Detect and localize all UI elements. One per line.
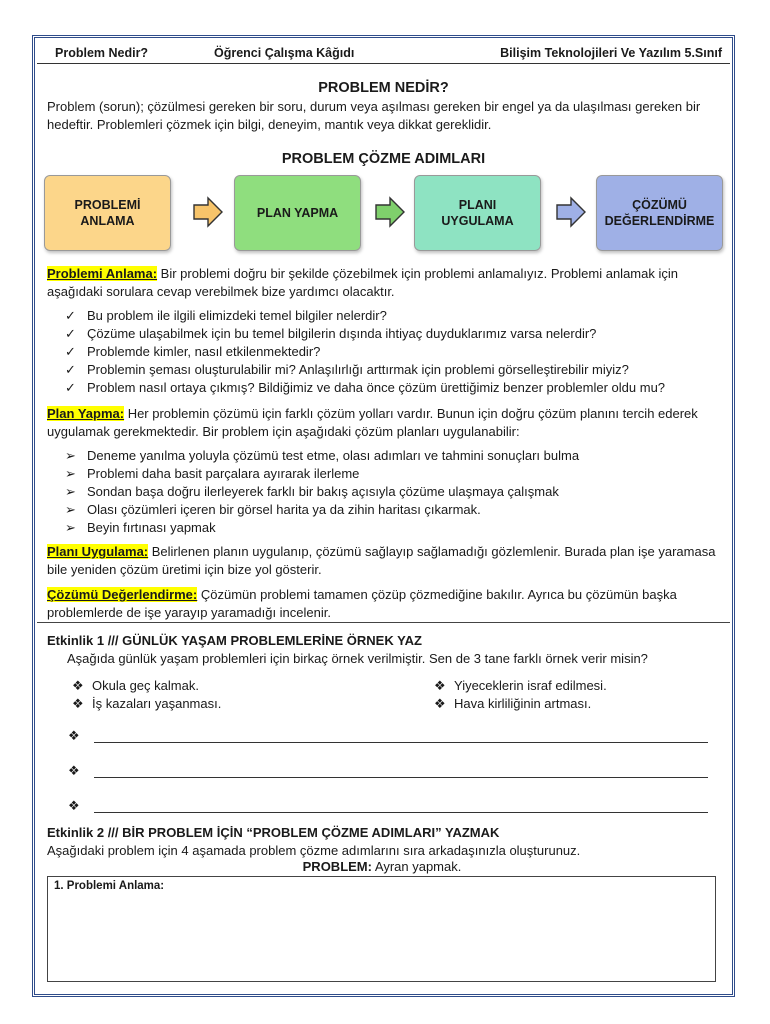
- list-item: ➢ Olası çözümleri içeren bir görsel harita ya da zihin haritası çıkarmak.: [65, 502, 481, 517]
- diamond-bullet-icon: ❖: [72, 696, 84, 711]
- step-plani-uygulama: PLANI UYGULAMA: [414, 175, 541, 251]
- check-icon: ✓: [65, 380, 76, 395]
- arrowhead-bullet-icon: ➢: [65, 466, 76, 481]
- steps-diagram: [52, 175, 732, 253]
- section-title: Planı Uygulama:: [47, 544, 149, 559]
- step-problemi-anlama: PROBLEMİ ANLAMA: [44, 175, 171, 251]
- list-item: ✓ Problemin şeması oluşturulabilir mi? Anlaşılırlığı arttırmak için problemi görselleştirebilir miyiz?: [65, 362, 629, 377]
- answer-box-label: 1. Problemi Anlama:: [54, 880, 165, 892]
- section-title: Plan Yapma:: [47, 406, 125, 421]
- answer-line-2[interactable]: [68, 762, 708, 782]
- section-text: Her problemin çözümü için farklı çözüm yolları vardır. Bunun için doğru çözüm planını tercih ederek uygulamak gerekmektedir. Bir problem için aşağıdaki çözüm planları uygulanabilir:: [47, 406, 698, 439]
- activity1-examples-left: [72, 677, 221, 713]
- title-problem-nedir: PROBLEM NEDİR?: [318, 80, 449, 96]
- answer-line-3[interactable]: [68, 797, 708, 817]
- activity2-description: Aşağıdaki problem için 4 aşamada problem çözme adımlarını sıra arkadaşınızla oluşturunuz.: [47, 843, 581, 858]
- list-item: ✓ Bu problem ile ilgili elimizdeki temel bilgiler nelerdir?: [65, 308, 387, 323]
- arrow-right-icon: [555, 195, 587, 229]
- list-item: ❖ Hava kirliliğinin artması.: [434, 696, 592, 711]
- arrowhead-bullet-icon: ➢: [65, 502, 76, 517]
- section-title: Problemi Anlama:: [47, 266, 158, 281]
- diamond-bullet-icon: ❖: [68, 798, 80, 813]
- section-text: Belirlenen planın uygulanıp, çözümü sağlayıp sağlamadığı gözlemlenir. Burada plan işe yaramasa bile yeniden çözüm üretimi için bize yol gösterir.: [47, 544, 716, 577]
- section-text: Çözümün problemi tamamen çözüp çözmediğine bakılır. Ayrıca bu çözümün başka problemlerde de işe yarayıp yaramadığı incelenir.: [47, 587, 677, 620]
- answer-box-problemi-anlama[interactable]: [47, 876, 716, 982]
- header-topic: Problem Nedir?: [55, 46, 149, 60]
- list-item: ➢ Beyin fırtınası yapmak: [65, 520, 216, 535]
- diamond-bullet-icon: ❖: [68, 728, 80, 743]
- arrowhead-bullet-icon: ➢: [65, 520, 76, 535]
- divider: [37, 622, 730, 623]
- section-text: Bir problemi doğru bir şekilde çözebilmek için problemi anlamalıyız. Problemi anlamak için aşağıdaki sorulara cevap verebilmek bize yardımcı olacaktır.: [47, 266, 678, 299]
- list-item: ❖ Okula geç kalmak.: [72, 678, 199, 693]
- list-item: ➢ Sondan başa doğru ilerleyerek farklı bir bakış açısıyla çözüme ulaşmaya çalışmak: [65, 484, 559, 499]
- arrowhead-bullet-icon: ➢: [65, 448, 76, 463]
- list-item: ➢ Problemi daha basit parçalara ayırarak ilerleme: [65, 466, 360, 481]
- section-plani-uygulama: [47, 543, 717, 579]
- arrow-right-icon: [192, 195, 224, 229]
- problem-text: Ayran yapmak.: [371, 859, 462, 874]
- list-item: ✓ Problemde kimler, nasıl etkilenmektedir?: [65, 344, 321, 359]
- activity2-problem: [47, 858, 717, 876]
- problemi-anlama-list: [65, 307, 665, 397]
- activity1-title: Etkinlik 1 /// GÜNLÜK YAŞAM PROBLEMLERİNE ÖRNEK YAZ: [47, 633, 422, 648]
- check-icon: ✓: [65, 308, 76, 323]
- header-worksheet-type: Öğrenci Çalışma Kâğıdı: [214, 46, 355, 60]
- activity1-description: Aşağıda günlük yaşam problemleri için birkaç örnek verilmiştir. Sen de 3 tane farklı örnek verir misin?: [67, 651, 648, 666]
- answer-line-1[interactable]: [68, 727, 708, 747]
- diamond-bullet-icon: ❖: [434, 678, 446, 693]
- list-item: ✓ Problem nasıl ortaya çıkmış? Bildiğimiz ve daha önce çözüm ürettiğimiz benzer problemler oldu mu?: [65, 380, 666, 395]
- intro-paragraph: Problem (sorun); çözülmesi gereken bir soru, durum veya aşılması gereken bir engel ya da ulaşılması gereken bir hedeftir. Problemleri çözmek için bilgi, deneyim, mantık veya dikkat gereklidir.: [47, 99, 701, 132]
- section-cozumu-degerlendirme: [47, 586, 717, 622]
- activity2-title: Etkinlik 2 /// BİR PROBLEM İÇİN “PROBLEM ÇÖZME ADIMLARI” YAZMAK: [47, 825, 500, 840]
- section-problemi-anlama: [47, 265, 717, 301]
- worksheet-frame: [32, 35, 735, 997]
- list-item: ❖ Yiyeceklerin israf edilmesi.: [434, 678, 607, 693]
- section-title: Çözümü Değerlendirme:: [47, 587, 198, 602]
- arrowhead-bullet-icon: ➢: [65, 484, 76, 499]
- check-icon: ✓: [65, 326, 76, 341]
- section-plan-yapma: [47, 405, 717, 441]
- step-cozumu-degerlendirme: ÇÖZÜMÜ DEĞERLENDİRME: [596, 175, 723, 251]
- problem-label: PROBLEM:: [302, 859, 372, 874]
- diamond-bullet-icon: ❖: [434, 696, 446, 711]
- diamond-bullet-icon: ❖: [68, 763, 80, 778]
- list-item: ❖ İş kazaları yaşanması.: [72, 696, 222, 711]
- plan-yapma-list: [65, 447, 579, 537]
- activity1-examples-right: [434, 677, 607, 713]
- check-icon: ✓: [65, 344, 76, 359]
- page-header: [37, 41, 730, 64]
- diamond-bullet-icon: ❖: [72, 678, 84, 693]
- header-course: Bilişim Teknolojileri Ve Yazılım 5.Sınıf: [500, 46, 722, 60]
- list-item: ✓ Çözüme ulaşabilmek için bu temel bilgilerin dışında ihtiyaç duyduklarımız varsa nelerdir?: [65, 326, 597, 341]
- list-item: ➢ Deneme yanılma yoluyla çözümü test etme, olası adımları ve tahmini sonuçları bulma: [65, 448, 580, 463]
- check-icon: ✓: [65, 362, 76, 377]
- title-steps: PROBLEM ÇÖZME ADIMLARI: [281, 151, 486, 167]
- step-plan-yapma: PLAN YAPMA: [234, 175, 361, 251]
- arrow-right-icon: [374, 195, 406, 229]
